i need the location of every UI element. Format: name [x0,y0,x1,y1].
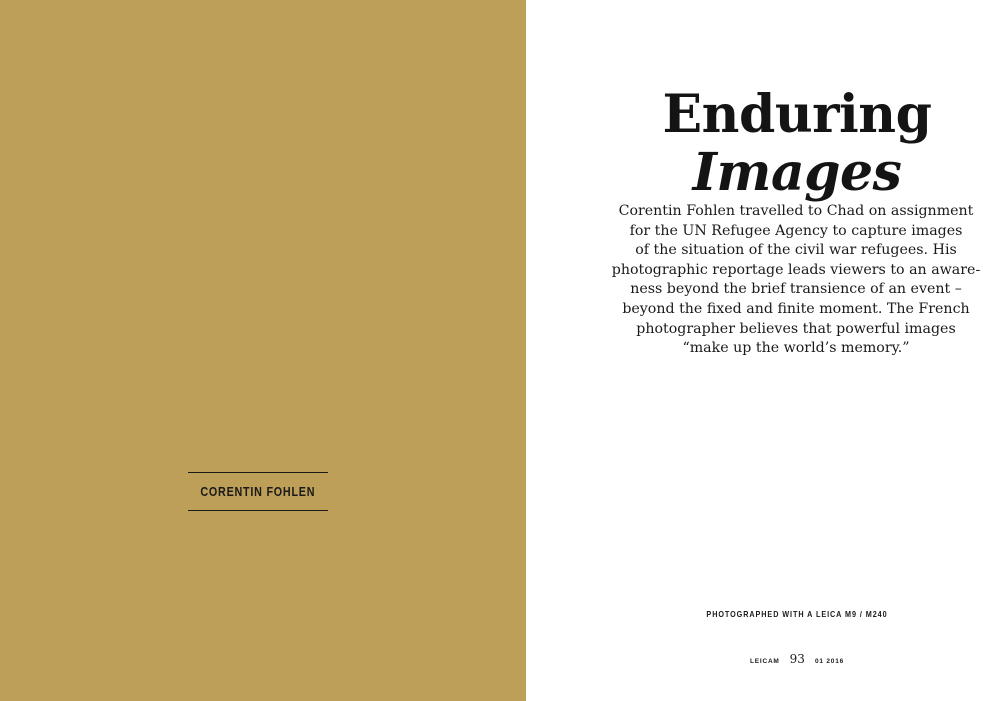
lead-line: Corentin Fohlen travelled to Chad on assignment [618,203,974,219]
lead-line: of the situation of the civil war refugees. His [635,242,957,259]
folio-page-number: 93 [789,652,805,666]
photo-credit: PHOTOGRAPHED WITH A LEICA M9 / M240 [706,609,888,619]
lead-paragraph [559,202,1000,359]
lead-line: photographic reportage leads viewers to an aware- [611,261,981,278]
lead-line: for the UN Refugee Agency to capture images [629,222,963,239]
folio-magazine-name: LEICAM [749,658,780,665]
photographer-byline: CORENTIN FOHLEN [200,484,316,499]
title-line-1: Enduring [662,84,932,146]
lead-line: ness beyond the brief transience of an event – [630,281,962,298]
byline-box [188,472,328,511]
right-page [526,0,1000,701]
article-title [526,84,1000,204]
lead-line: “make up the world’s memory.” [682,340,910,357]
folio [560,652,1000,666]
lead-line: beyond the fixed and finite moment. The French [622,300,970,317]
lead-line: photographer believes that powerful images [636,320,956,337]
folio-issue: 01 2016 [814,658,845,665]
title-line-2: Images [692,142,902,204]
